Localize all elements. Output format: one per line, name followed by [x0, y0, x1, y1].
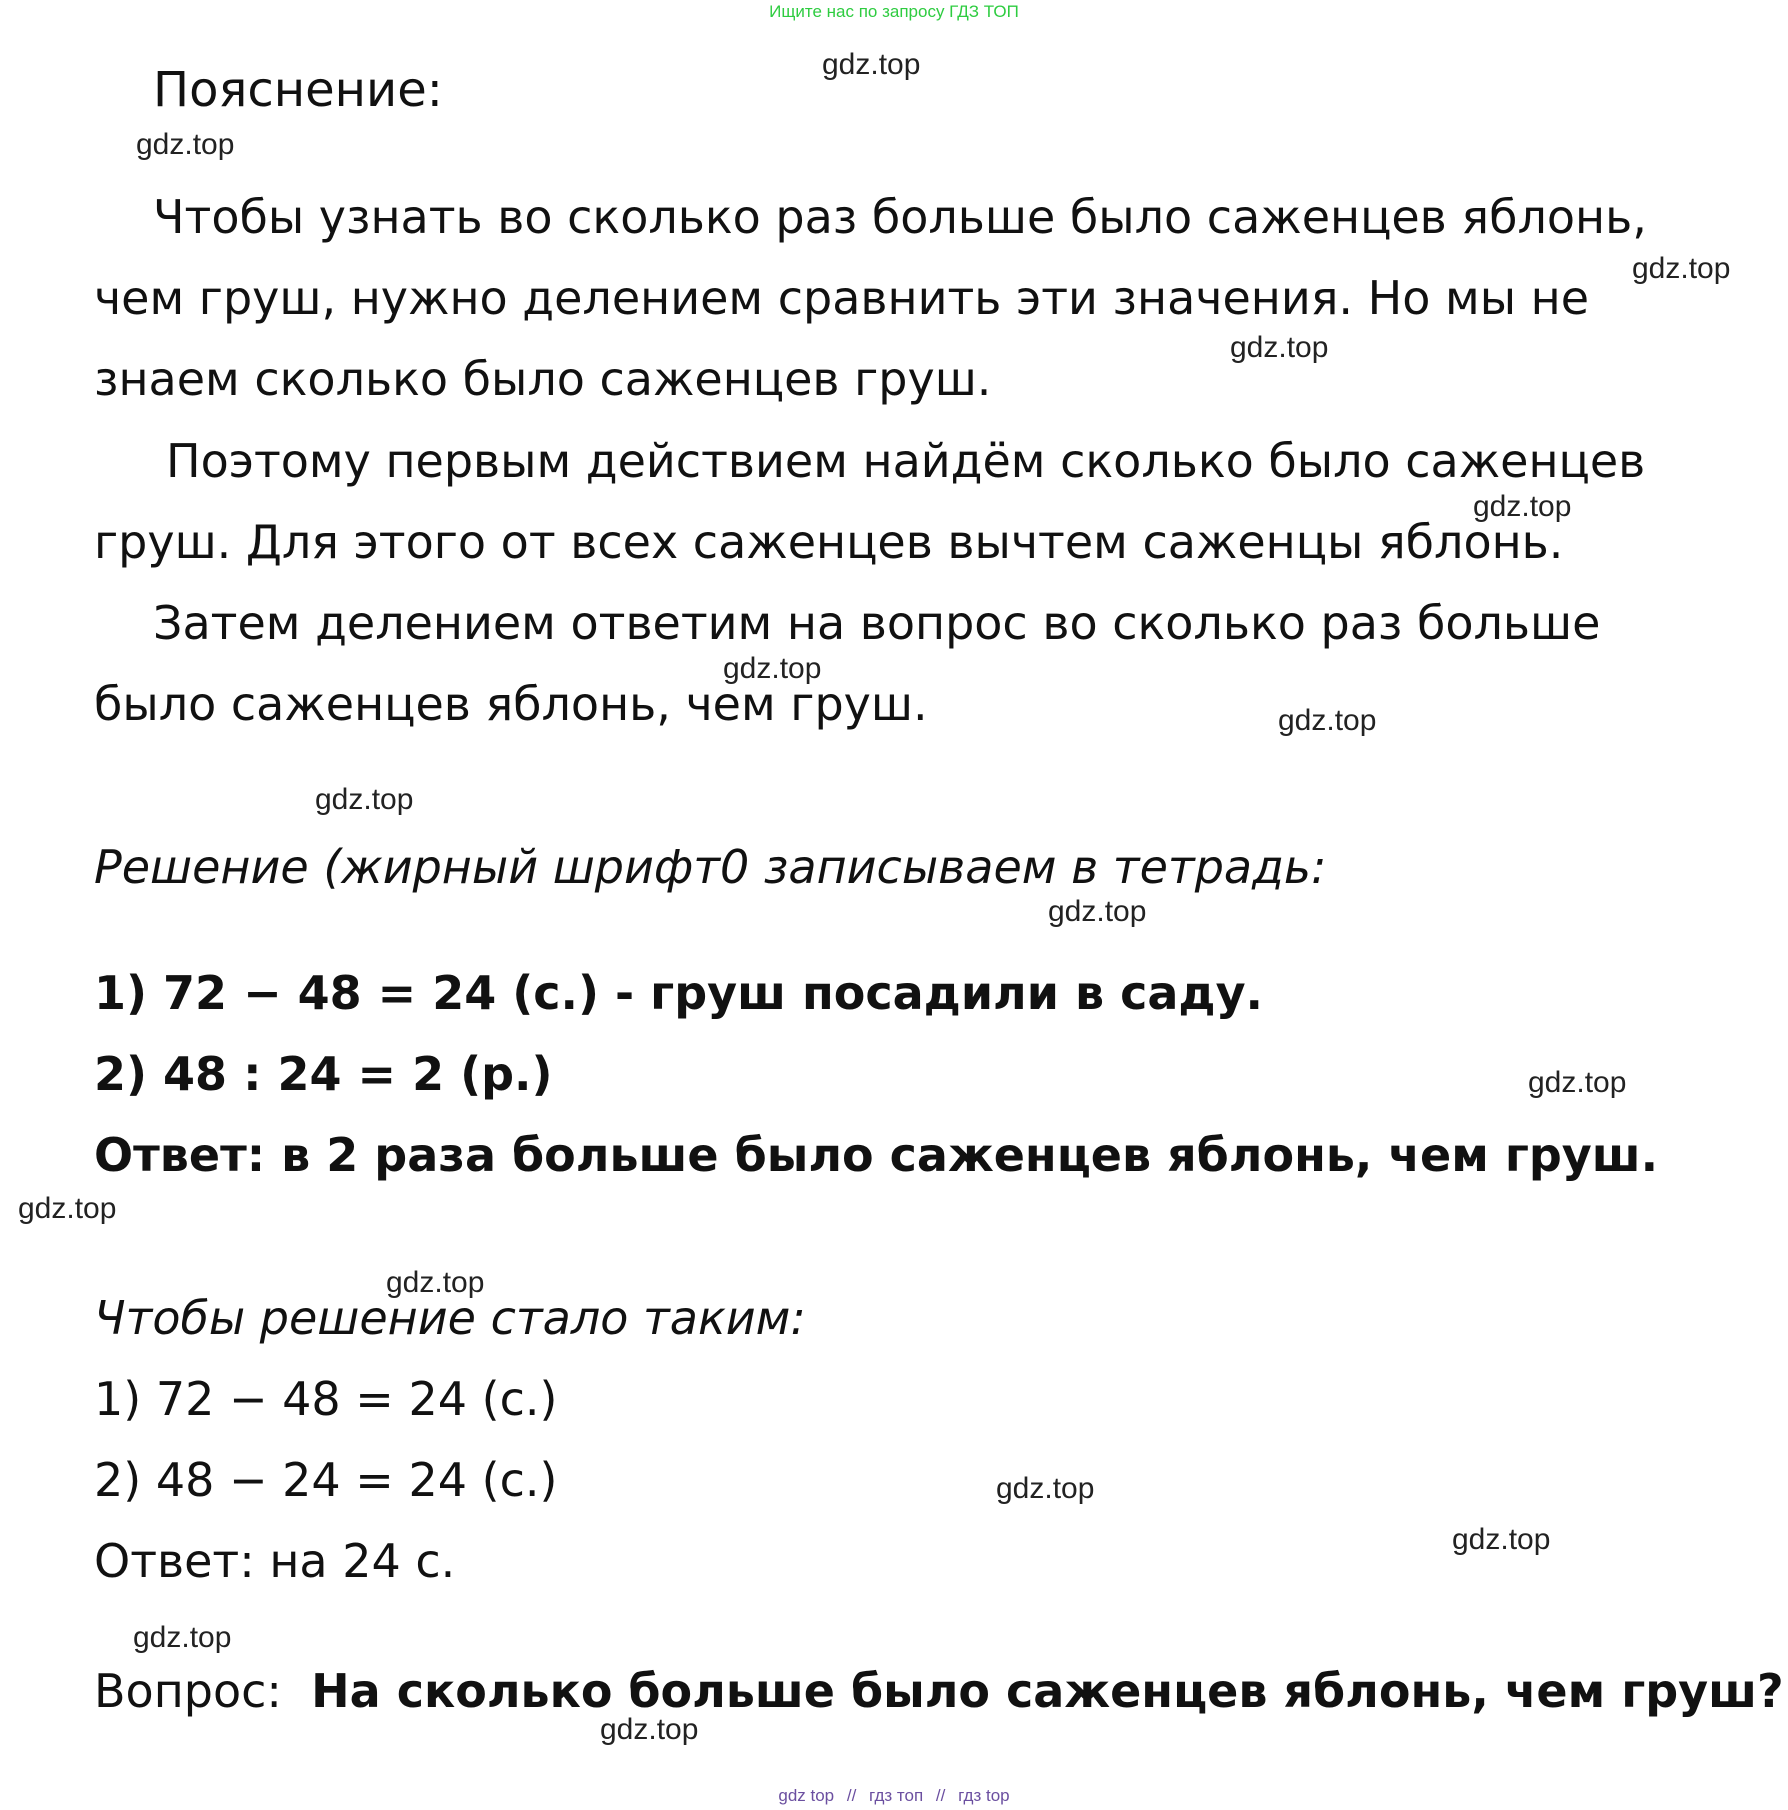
watermark: gdz.top [822, 48, 921, 81]
question-label: Вопрос: [94, 1664, 282, 1718]
watermark: gdz.top [600, 1713, 699, 1746]
footer [0, 1786, 1788, 1806]
watermark: gdz.top [1473, 490, 1572, 523]
solution-step-2: 2) 48 : 24 = 2 (р.) [94, 1047, 553, 1101]
explanation-line: груш. Для этого от всех саженцев вычтем саженцы яблонь. [94, 515, 1564, 569]
alternative-answer: Ответ: на 24 с. [94, 1534, 456, 1588]
explanation-line: Чтобы узнать во сколько раз больше было саженцев яблонь, [153, 190, 1647, 244]
explanation-line: Поэтому первым действием найдём сколько было саженцев [166, 434, 1646, 488]
explanation-line: чем груш, нужно делением сравнить эти значения. Но мы не [94, 271, 1590, 325]
solution-title: Решение (жирный шрифт0 записываем в тетрадь: [94, 840, 1327, 894]
watermark: gdz.top [133, 1621, 232, 1654]
watermark: gdz.top [1048, 895, 1147, 928]
watermark: gdz.top [18, 1192, 117, 1225]
watermark: gdz.top [386, 1266, 485, 1299]
footer-link[interactable]: гдз top [958, 1786, 1010, 1805]
footer-separator: // [846, 1786, 857, 1805]
solution-answer: Ответ: в 2 раза больше было саженцев яблонь, чем груш. [94, 1128, 1659, 1182]
page-title: Пояснение: [153, 62, 443, 118]
watermark: gdz.top [1528, 1066, 1627, 1099]
watermark: gdz.top [1452, 1523, 1551, 1556]
top-banner: Ищите нас по запросу ГДЗ ТОП [769, 2, 1019, 21]
alternative-title: Чтобы решение стало таким: [94, 1291, 806, 1345]
watermark: gdz.top [315, 783, 414, 816]
watermark: gdz.top [136, 128, 235, 161]
alternative-step-2: 2) 48 − 24 = 24 (с.) [94, 1453, 558, 1507]
alternative-step-1: 1) 72 − 48 = 24 (с.) [94, 1372, 558, 1426]
watermark: gdz.top [1632, 252, 1731, 285]
footer-link[interactable]: гдз топ [869, 1786, 924, 1805]
question [94, 1664, 1784, 1718]
footer-link[interactable]: gdz top [778, 1786, 835, 1805]
explanation-line: было саженцев яблонь, чем груш. [94, 677, 928, 731]
watermark: gdz.top [1278, 704, 1377, 737]
watermark: gdz.top [996, 1472, 1095, 1505]
explanation-line: знаем сколько было саженцев груш. [94, 352, 992, 406]
watermark: gdz.top [1230, 331, 1329, 364]
watermark: gdz.top [723, 652, 822, 685]
question-text: На сколько больше было саженцев яблонь, чем груш? [311, 1664, 1784, 1718]
solution-step-1: 1) 72 − 48 = 24 (с.) - груш посадили в саду. [94, 966, 1264, 1020]
explanation-line: Затем делением ответим на вопрос во сколько раз больше [153, 596, 1601, 650]
footer-separator: // [935, 1786, 946, 1805]
